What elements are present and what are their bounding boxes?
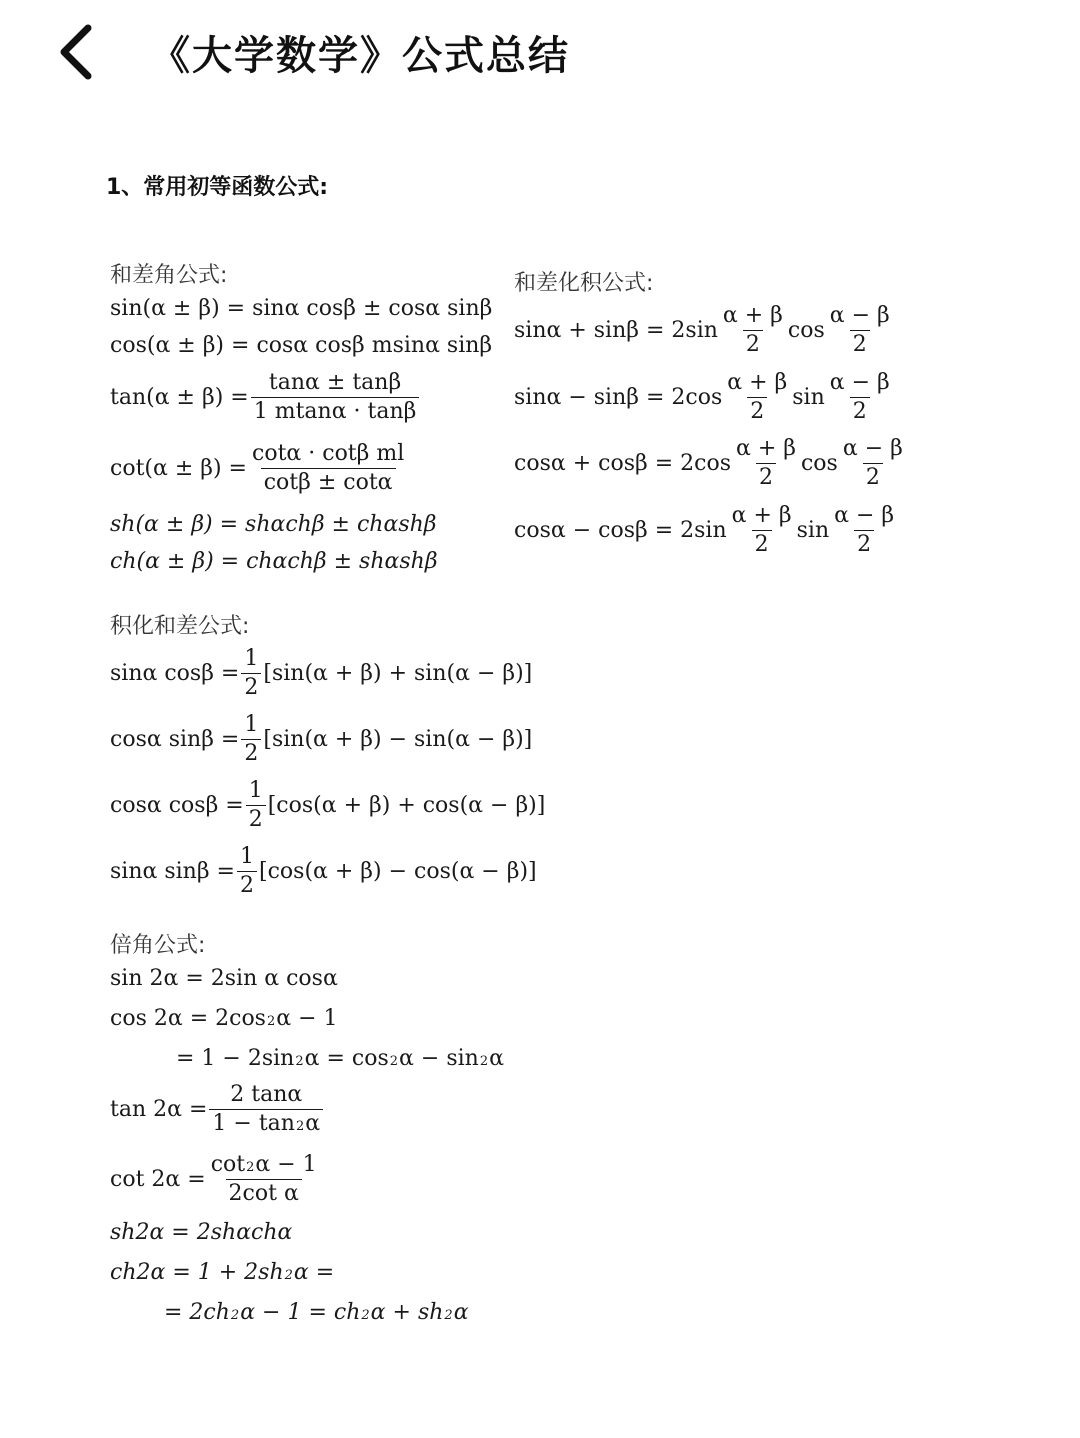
- cot2a-fraction: [208, 1154, 320, 1205]
- formula-sh-2a: sh2α = 2shαchα: [110, 1220, 293, 1245]
- pts-rhs: [cos(α + β) + cos(α − β)]: [267, 792, 546, 818]
- formula-sin-2a: sin 2α = 2sin α cosα: [110, 966, 338, 991]
- stp-lhs: sinα − sinβ = 2cos: [514, 384, 723, 410]
- header-bar: [0, 0, 1080, 110]
- pts-numerator: 1: [244, 646, 259, 671]
- ch2a-alt-e: α + sh: [370, 1300, 444, 1325]
- pts-lhs: cosα sinβ =: [110, 726, 240, 752]
- stp-denominator-1: 2: [747, 397, 767, 423]
- tan2a-numerator: 2 tanα: [230, 1082, 303, 1107]
- stp-numerator-1: α + β: [735, 436, 796, 461]
- stp-lhs: cosα − cosβ = 2sin: [514, 517, 727, 543]
- cot-sum-denominator: cotβ ± cotα: [261, 468, 396, 494]
- cot2a-num-a: cot: [210, 1152, 246, 1177]
- sum-to-product-heading: 和差化积公式:: [514, 271, 654, 296]
- pts-denominator: 2: [246, 805, 266, 831]
- back-chevron-icon[interactable]: [52, 22, 102, 82]
- formula-ch-2a-alt: [164, 1302, 469, 1324]
- cot-sum-numerator: cotα · cotβ ml: [252, 441, 405, 466]
- stp-fraction-1: [724, 372, 790, 423]
- pts-fraction: [241, 714, 261, 765]
- pts-lhs: sinα sinβ =: [110, 858, 235, 884]
- ch2a-a: ch2α = 1 + 2sh: [110, 1260, 284, 1285]
- pts-rhs: [sin(α + β) − sin(α − β)]: [263, 726, 533, 752]
- pts-denominator: 2: [241, 739, 261, 765]
- pts-denominator: 2: [237, 871, 257, 897]
- stp-fraction-1: [720, 305, 786, 356]
- pts-lhs: cosα cosβ =: [110, 792, 244, 818]
- stp-mid: cos: [800, 450, 838, 476]
- tan2a-den-c: α: [305, 1111, 321, 1136]
- ch2a-alt-exp1: 2: [230, 1308, 240, 1323]
- cos2a-alt-a: = 1 − 2sin: [176, 1046, 295, 1071]
- stp-mid: cos: [787, 317, 825, 343]
- ch2a-exp: 2: [284, 1268, 293, 1283]
- formula-ch-sum: ch(α ± β) = chαchβ ± shαshβ: [110, 549, 438, 574]
- cos2a-alt-exp3: 2: [479, 1054, 489, 1069]
- ch2a-c: α =: [293, 1260, 335, 1285]
- cot2a-num-c: α − 1: [255, 1152, 317, 1177]
- cot-sum-fraction: [249, 443, 407, 494]
- sum-to-product-formula: [514, 372, 895, 423]
- formula-tan-sum: [110, 372, 421, 423]
- stp-numerator-2: α − β: [834, 503, 895, 528]
- product-to-sum-heading: 积化和差公式:: [110, 614, 250, 639]
- stp-fraction-1: [729, 505, 795, 556]
- stp-denominator-2: 2: [863, 463, 883, 489]
- cos2a-exponent: 2: [266, 1014, 276, 1029]
- cos2a-part-a: cos 2α = 2cos: [110, 1006, 266, 1031]
- stp-fraction-2: [827, 305, 893, 356]
- ch2a-alt-exp2: 2: [361, 1308, 370, 1323]
- ch2a-alt-g: α: [453, 1300, 469, 1325]
- stp-numerator-1: α + β: [722, 303, 783, 328]
- stp-denominator-1: 2: [743, 330, 763, 356]
- product-to-sum-formula: [110, 648, 532, 699]
- formula-cot-sum: [110, 443, 409, 494]
- ch2a-alt-c: α − 1 = ch: [240, 1300, 361, 1325]
- stp-numerator-1: α + β: [727, 370, 788, 395]
- tan-sum-lhs: tan(α ± β) =: [110, 384, 249, 410]
- stp-fraction-2: [827, 372, 893, 423]
- cos2a-alt-g: α: [489, 1046, 504, 1071]
- section-title: 1、常用初等函数公式:: [106, 175, 329, 200]
- pts-denominator: 2: [241, 673, 261, 699]
- stp-numerator-1: α + β: [731, 503, 792, 528]
- product-to-sum-formula: [110, 780, 545, 831]
- cos2a-part-c: α − 1: [276, 1006, 338, 1031]
- stp-mid: sin: [792, 384, 825, 410]
- tan-sum-fraction: [251, 372, 420, 423]
- cos2a-alt-exp2: 2: [389, 1054, 399, 1069]
- pts-numerator: 1: [240, 844, 254, 869]
- stp-denominator-2: 2: [850, 330, 870, 356]
- stp-numerator-2: α − β: [829, 303, 890, 328]
- double-angle-heading: 倍角公式:: [110, 933, 206, 958]
- formula-sh-sum: sh(α ± β) = shαchβ ± chαshβ: [110, 512, 437, 537]
- pts-fraction: [246, 780, 266, 831]
- stp-lhs: sinα + sinβ = 2sin: [514, 317, 718, 343]
- cos2a-alt-c: α = cos: [304, 1046, 389, 1071]
- pts-rhs: [cos(α + β) − cos(α − β)]: [259, 858, 537, 884]
- cot2a-numerator: [208, 1154, 320, 1179]
- page-title: 《大学数学》公式总结: [150, 33, 570, 79]
- tan2a-denominator: [209, 1109, 323, 1135]
- pts-numerator: 1: [248, 778, 263, 803]
- stp-numerator-2: α − β: [829, 370, 890, 395]
- pts-fraction: [241, 648, 261, 699]
- tan2a-fraction: [209, 1084, 323, 1135]
- formula-ch-2a: [110, 1262, 334, 1284]
- sum-to-product-formula: [514, 438, 908, 489]
- formula-cot-2a: [110, 1154, 322, 1205]
- cos2a-alt-e: α − sin: [399, 1046, 479, 1071]
- stp-denominator-2: 2: [854, 530, 874, 556]
- tan2a-lhs: tan 2α =: [110, 1096, 208, 1122]
- cot2a-denominator: 2cot α: [226, 1179, 302, 1205]
- stp-denominator-1: 2: [756, 463, 776, 489]
- stp-mid: sin: [796, 517, 830, 543]
- product-to-sum-formula: [110, 714, 532, 765]
- sum-to-product-formula: [514, 505, 899, 556]
- sum-diff-heading: 和差角公式:: [110, 263, 228, 288]
- pts-rhs: [sin(α + β) + sin(α − β)]: [263, 660, 533, 686]
- sum-to-product-formula: [514, 305, 895, 356]
- pts-numerator: 1: [244, 712, 259, 737]
- tan-sum-numerator: tanα ± tanβ: [268, 370, 402, 395]
- cot2a-lhs: cot 2α =: [110, 1166, 206, 1192]
- pts-lhs: sinα cosβ =: [110, 660, 240, 686]
- ch2a-alt-exp3: 2: [444, 1308, 453, 1323]
- stp-denominator-1: 2: [752, 530, 772, 556]
- formula-cos-2a: [110, 1008, 338, 1030]
- cos2a-alt-exp1: 2: [295, 1054, 304, 1069]
- formula-cos-2a-alt: [176, 1048, 504, 1070]
- stp-fraction-2: [840, 438, 906, 489]
- tan2a-den-exp: 2: [295, 1119, 305, 1134]
- stp-fraction-1: [733, 438, 799, 489]
- formula-sin-sum: sin(α ± β) = sinα cosβ ± cosα sinβ: [110, 296, 493, 321]
- formula-tan-2a: [110, 1084, 325, 1135]
- formula-cos-sum: cos(α ± β) = cosα cosβ msinα sinβ: [110, 333, 493, 358]
- tan-sum-denominator: 1 mtanα · tanβ: [251, 397, 420, 423]
- ch2a-alt-a: = 2ch: [164, 1300, 230, 1325]
- stp-numerator-2: α − β: [842, 436, 903, 461]
- stp-fraction-2: [831, 505, 897, 556]
- stp-denominator-2: 2: [850, 397, 870, 423]
- stp-lhs: cosα + cosβ = 2cos: [514, 450, 731, 476]
- product-to-sum-formula: [110, 846, 537, 897]
- cot2a-num-exp: 2: [246, 1160, 255, 1175]
- tan2a-den-a: 1 − tan: [212, 1111, 295, 1136]
- cot-sum-lhs: cot(α ± β) =: [110, 455, 247, 481]
- pts-fraction: [237, 846, 257, 897]
